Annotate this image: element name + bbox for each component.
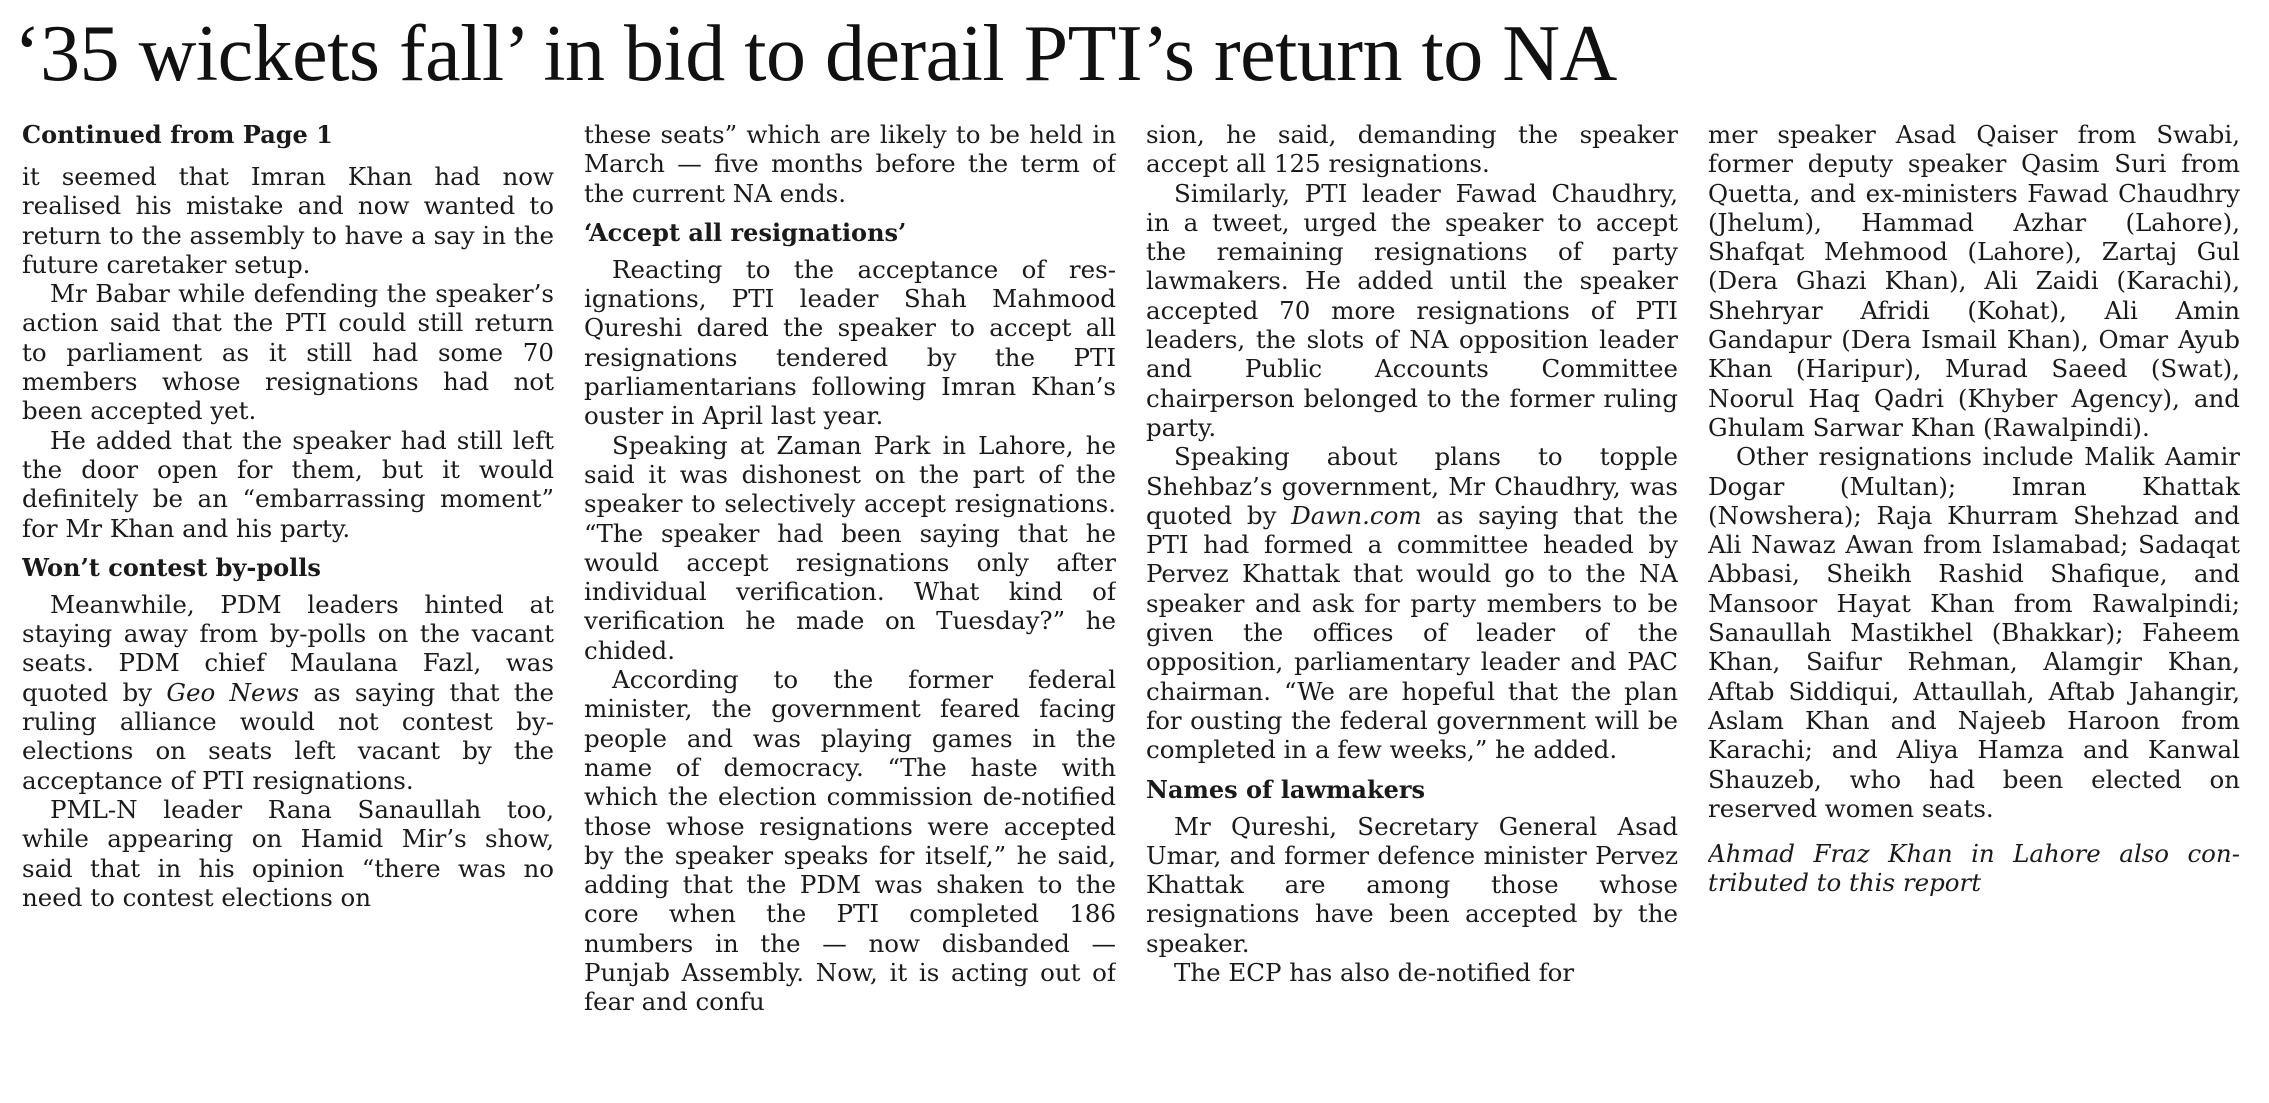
source-name-dawn-com: Dawn.com bbox=[1291, 500, 1422, 530]
source-name-geo-news: Geo News bbox=[166, 677, 300, 707]
paragraph: The ECP has also de-notified for bbox=[1174, 958, 1575, 988]
paragraph: Similarly, PTI leader Fawad Chaudhry, in a tweet, urged the speaker to accept the remaining resignations of party lawmakers. He added until the speaker accepted 70 more resignations of PTI leaders, the slots of NA opposition leader and Public Accounts Committee chairperson belonged to the former ruling party. bbox=[1146, 178, 1678, 442]
paragraph: sion, he said, demanding the speaker accept all 125 resignations. bbox=[1146, 120, 1678, 179]
paragraph: Speaking at Zaman Park in Lahore, he said it was dishonest on the part of the speaker to selectively accept resignations. “The speaker had been saying that he would accept resignations only after individual verification. What kind of verification he made on Tuesday?” he chided. bbox=[584, 430, 1116, 665]
paragraph: Other resignations include Malik Aamir Dogar (Multan); Imran Khattak (Nowshera); Raja Khurram Shehzad and Ali Nawaz Awan from Islamabad; Sadaqat Abbasi, Sheikh Rashid Shafique, and Mansoor Hayat Khan from Rawalpindi; Sanaullah Mastikhel (Bhakkar); Faheem Khan, Saifur Rehman, Alamgir Khan, Aftab Siddiqui, Attaullah, Aftab Jahangir, Aslam Khan and Najeeb Haroon from Karachi; and Aliya Hamza and Kanwal Shauzeb, who had been elected on reserved women seats. bbox=[1708, 442, 2240, 823]
article-column-2 bbox=[584, 120, 1116, 1100]
paragraph: mer speaker Asad Qaiser from Swabi, former deputy speaker Qasim Suri from Quetta, and ex-ministers Fawad Chaudhry (Jhelum), Hammad Azhar (Lahore), Shafqat Mehmood (Lahore), Zartaj Gul (Dera Ghazi Khan), Ali Zaidi (Karachi), Shehryar Afridi (Kohat), Ali Amin Gandapur (Dera Ismail Khan), Omar Ayub Khan (Haripur), Murad Saeed (Swat), Noorul Haq Qadri (Khyber Agency), and Ghulam Sarwar Khan (Rawalpindi). bbox=[1708, 120, 2240, 442]
continued-from-heading: Continued from Page 1 bbox=[22, 120, 333, 149]
paragraph: PML-N leader Rana Sanaullah too, while appearing on Hamid Mir’s show, said that in his opinion “there was no need to contest elections on bbox=[22, 794, 554, 912]
paragraph: it seemed that Imran Khan had now realised his mistake and now wanted to return to the assembly to have a say in the future caretaker setup. bbox=[22, 162, 554, 279]
paragraph-text: Speaking about plans to topple Shehbaz’s government, Mr Chaudhry, was quoted by bbox=[1146, 442, 1678, 530]
paragraph-text: as saying that the ruling alliance would not contest by-elections on seats left vacant by the acceptance of PTI resignations. bbox=[22, 677, 554, 795]
paragraph bbox=[1146, 442, 1678, 764]
paragraph: these seats” which are likely to be held in March — five months before the term of the current NA ends. bbox=[584, 120, 1116, 208]
subheading-accept-all: ‘Accept all resignations’ bbox=[584, 217, 907, 247]
paragraph: He added that the speaker had still left the door open for them, but it would definitely be an “embarrassing moment” for Mr Khan and his party. bbox=[22, 425, 554, 543]
headline: ‘35 wickets fall’ in bid to derail PTI’s return to NA bbox=[14, 10, 1617, 98]
subheading-names: Names of lawmakers bbox=[1146, 774, 1426, 804]
paragraph: Mr Babar while defending the speaker’s action said that the PTI could still return to parliament as it still had some 70 members whose resignations had not been accepted yet. bbox=[22, 279, 554, 426]
subheading-bypolls: Won’t contest by-polls bbox=[22, 552, 321, 582]
paragraph-text: as saying that the PTI had formed a committee headed by Pervez Khattak that would go to the NA speaker and ask for party members to be given the offices of leader of the opposition, parliamentary leader and PAC chairman. “We are hopeful that the plan for ousting the federal government will be completed in a few weeks,” he added. bbox=[1146, 500, 1678, 765]
paragraph: Mr Qureshi, Secretary General Asad Umar, and former defence minister Pervez Khattak are among those whose resignations have been accepted by the speaker. bbox=[1146, 811, 1678, 958]
paragraph: According to the former federal minister, the government feared facing people and was playing games in the name of democracy. “The haste with which the election commission de-notified those whose resignations were accepted by the speaker speaks for itself,” he said, adding that the PDM was shaken to the core when the PTI completed 186 numbers in the — now disbanded — Punjab Assembly. Now, it is acting out of fear and confu bbox=[584, 665, 1116, 1017]
paragraph bbox=[22, 590, 554, 795]
article-column-3 bbox=[1146, 120, 1678, 1100]
article-column-4 bbox=[1708, 120, 2240, 1100]
paragraph-text: Meanwhile, PDM leaders hinted at staying away from by-polls on the vacant seats. PDM chief Maulana Fazl, was quoted by bbox=[22, 589, 554, 707]
paragraph: Reacting to the acceptance of resignations, PTI leader Shah Mahmood Qureshi dared the speaker to accept all resignations tendered by the PTI parliamentarians following Imran Khan’s ouster in April last year. bbox=[584, 254, 1116, 431]
contributor-credit: Ahmad Fraz Khan in Lahore also contributed to this report bbox=[1708, 839, 2240, 898]
article-column-1 bbox=[22, 120, 554, 1100]
